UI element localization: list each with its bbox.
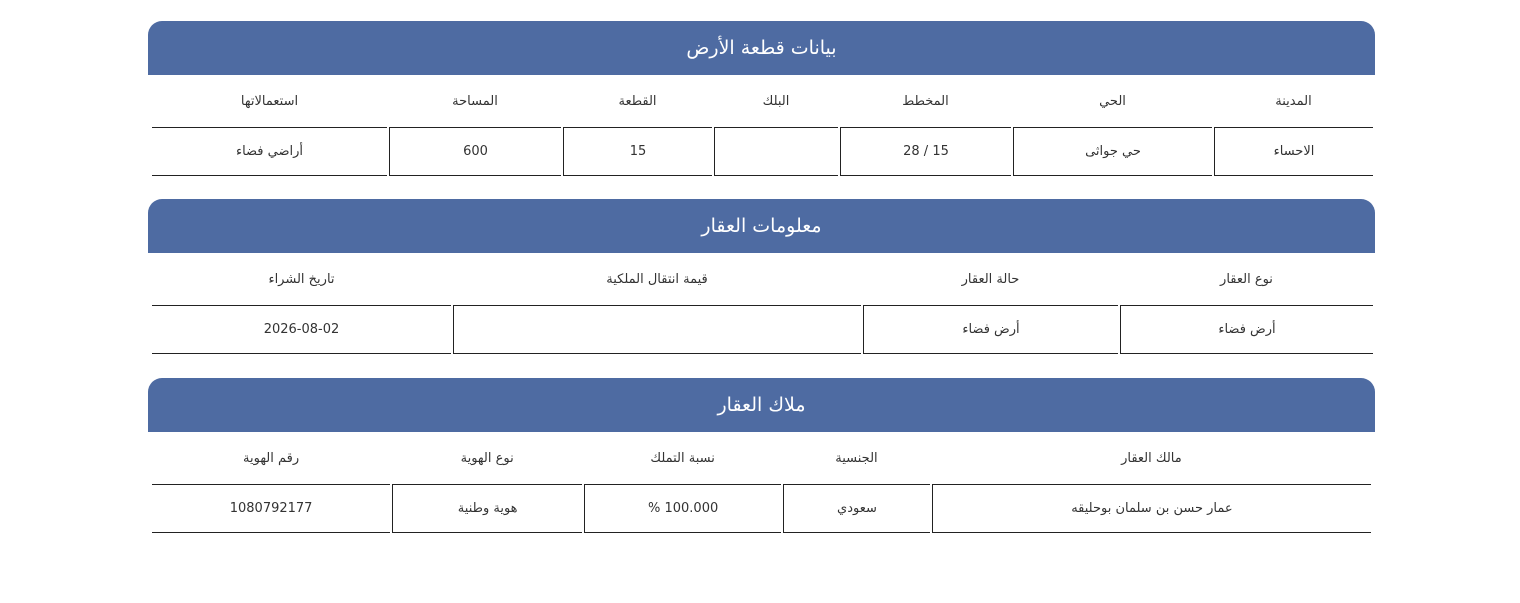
owners-section <box>148 378 1375 533</box>
cell-usage: أراضي فضاء <box>152 128 387 176</box>
land-section-title: بيانات قطعة الأرض <box>148 21 1375 75</box>
cell-block <box>714 128 838 176</box>
table-row <box>152 485 1371 533</box>
cell-property-type: أرض فضاء <box>1120 306 1373 354</box>
cell-plan: 15 / 28 <box>840 128 1011 176</box>
property-table <box>150 253 1375 354</box>
column-header-id-type: نوع الهوية <box>392 432 582 485</box>
column-header-ownership-ratio: نسبة التملك <box>584 432 781 485</box>
cell-id-type: هوية وطنية <box>392 485 582 533</box>
table-header-row <box>152 75 1373 128</box>
column-header-plan: المخطط <box>840 75 1011 128</box>
column-header-city: المدينة <box>1214 75 1373 128</box>
table-header-row <box>152 253 1373 306</box>
table-row <box>152 306 1373 354</box>
column-header-plot: القطعة <box>563 75 712 128</box>
cell-city: الاحساء <box>1214 128 1373 176</box>
column-header-usage: استعمالاتها <box>152 75 387 128</box>
column-header-district: الحي <box>1013 75 1212 128</box>
cell-owner: عمار حسن بن سلمان بوحليقه <box>932 485 1371 533</box>
cell-purchase-date: 2026-08-02 <box>152 306 451 354</box>
owners-section-title: ملاك العقار <box>148 378 1375 432</box>
cell-transfer-value <box>453 306 861 354</box>
owners-table <box>150 432 1373 533</box>
cell-id-number: 1080792177 <box>152 485 390 533</box>
cell-district: حي جواثى <box>1013 128 1212 176</box>
cell-plot: 15 <box>563 128 712 176</box>
cell-nationality: سعودي <box>783 485 930 533</box>
property-section <box>148 199 1375 354</box>
table-header-row <box>152 432 1371 485</box>
column-header-property-type: نوع العقار <box>1120 253 1373 306</box>
column-header-nationality: الجنسية <box>783 432 930 485</box>
cell-ownership-ratio: 100.000 % <box>584 485 781 533</box>
cell-property-status: أرض فضاء <box>863 306 1118 354</box>
column-header-transfer-value: قيمة انتقال الملكية <box>453 253 861 306</box>
table-row <box>152 128 1373 176</box>
cell-area: 600 <box>389 128 561 176</box>
column-header-area: المساحة <box>389 75 561 128</box>
column-header-purchase-date: تاريخ الشراء <box>152 253 451 306</box>
column-header-owner: مالك العقار <box>932 432 1371 485</box>
column-header-property-status: حالة العقار <box>863 253 1118 306</box>
land-table <box>150 75 1375 176</box>
column-header-id-number: رقم الهوية <box>152 432 390 485</box>
column-header-block: البلك <box>714 75 838 128</box>
land-section <box>148 21 1375 176</box>
property-section-title: معلومات العقار <box>148 199 1375 253</box>
